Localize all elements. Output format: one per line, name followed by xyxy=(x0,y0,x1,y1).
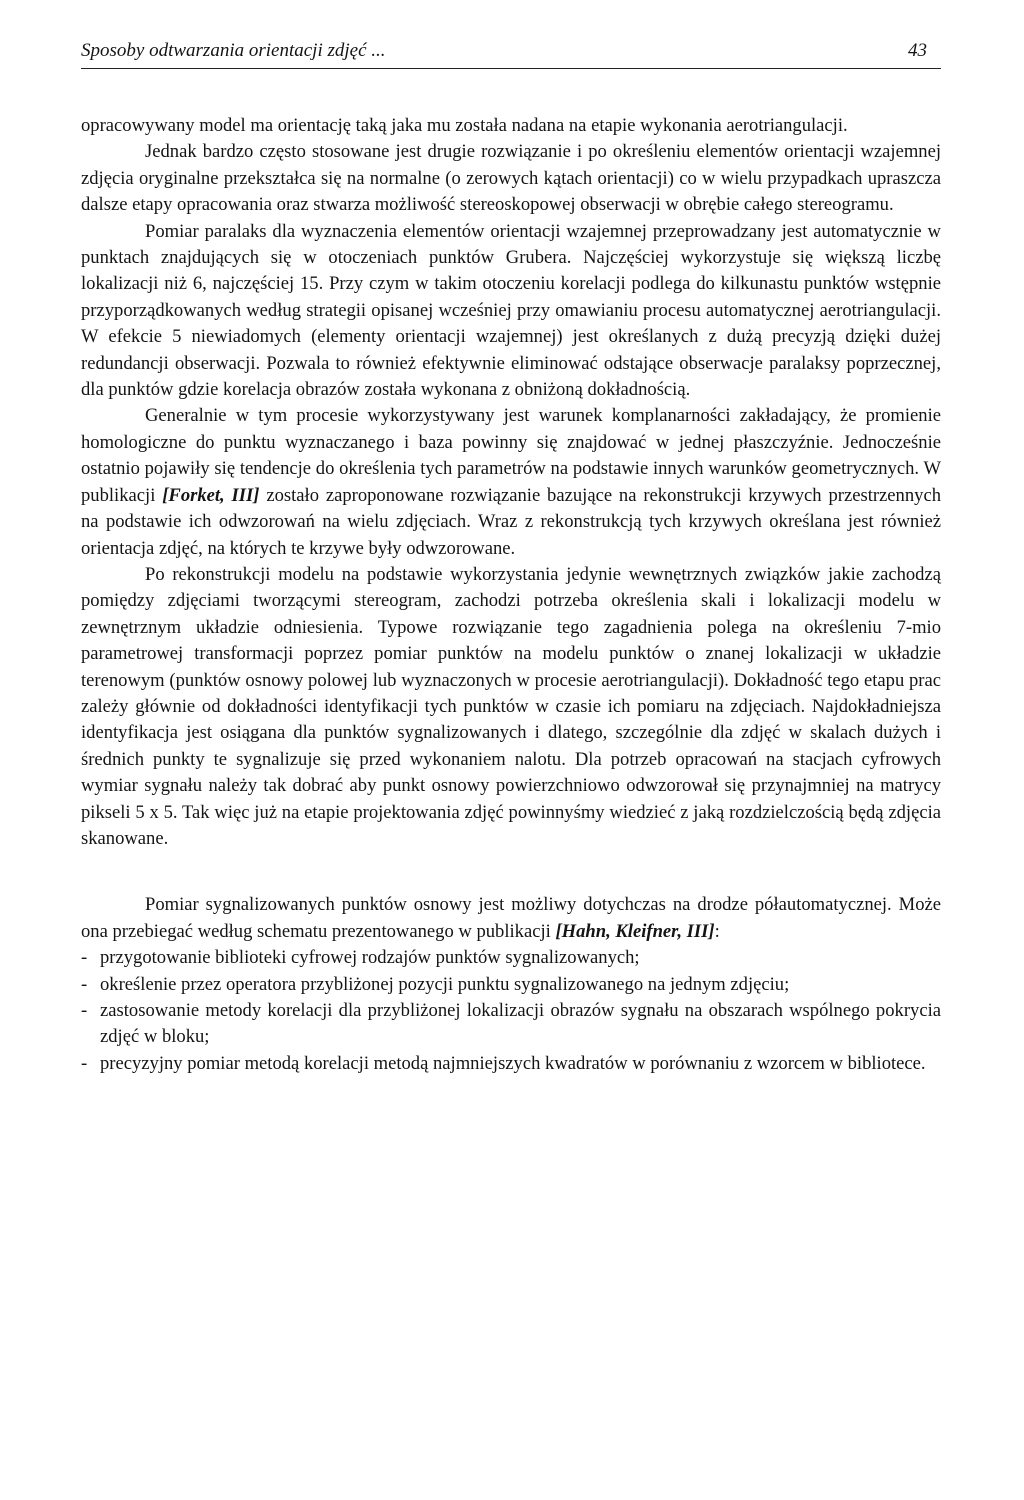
running-title: Sposoby odtwarzania orientacji zdjęć ... xyxy=(81,40,386,61)
paragraph-text: zostało zaproponowane rozwiązanie bazujące na rekonstrukcji krzywych przestrzennych na podstawie ich odwzorowań na wielu zdjęciach. Wraz z rekonstrukcją tych krzywych określana jest również orientacja zdjęć, na których te krzywe były odwzorowane. xyxy=(81,484,941,559)
citation-forket: [Forket, III] xyxy=(162,484,260,506)
document-page xyxy=(81,40,941,1077)
paragraph-spacer xyxy=(81,852,941,892)
list-item xyxy=(81,972,941,998)
paragraph-parallax-measurement: Pomiar paralaks dla wyznaczenia elementów orientacji wzajemnej przeprowadzany jest automatycznie w punktach znajdujących się w otoczeniach punktów Grubera. Najczęściej wykorzystuje się większą liczbę lokalizacji niż 6, najczęściej 15. Przy czym w takim otoczeniu korelacji podlega do kilkunastu punktów wstępnie przyporządkowanych według strategii opisanej wcześniej przy omawianiu procesu automatycznej aerotriangulacji. W efekcie 5 niewiadomych (elementy orientacji wzajemnej) jest określanych z dużą precyzją dzięki dużej redundancji obserwacji. Pozwala to również efektywnie eliminować odstające obserwacje paralaksy poprzecznej, dla punktów gdzie korelacja obrazów została wykonana z obniżoną dokładnością. xyxy=(81,220,941,401)
list-item xyxy=(81,1051,941,1077)
list-item xyxy=(81,945,941,971)
list-marker: - xyxy=(81,1052,88,1074)
body-text xyxy=(81,113,941,1077)
list-item xyxy=(81,998,941,1051)
paragraph-signalized-points xyxy=(81,892,941,945)
page-number: 43 xyxy=(908,40,927,61)
paragraph-text: : xyxy=(714,920,720,942)
list-item-text: przygotowanie biblioteki cyfrowej rodzajów punktów sygnalizowanych; xyxy=(100,947,640,969)
paragraph-model-reconstruction: Po rekonstrukcji modelu na podstawie wykorzystania jedynie wewnętrznych związków jakie zachodzą pomiędzy zdjęciami tworzącymi stereogram, zachodzi potrzeba określenia skali i lokalizacji modelu w zewnętrznym układzie odniesienia. Typowe rozwiązanie tego zagadnienia polega na określeniu 7-mio parametrowej transformacji poprzez pomiar punktów na modelu punktów o znanej lokalizacji w układzie terenowym (punktów osnowy polowej lub wyznaczonych w procesie aerotriangulacji). Dokładność tego etapu prac zależy głównie od dokładności identyfikacji tych punktów w czasie ich pomiaru na zdjęciach. Najdokładniejsza identyfikacja jest osiągana dla punktów sygnalizowanych i dlatego, szczególnie dla zdjęć w skalach dużych i średnich punkty te sygnalizuje się przed wykonaniem nalotu. Dla potrzeb opracowań na stacjach cyfrowych wymiar sygnału należy tak dobrać aby punkt osnowy powierzchniowo odwzorował się przynajmniej na matrycy pikseli 5 x 5. Tak więc już na etapie projektowania zdjęć powinnyśmy wiedzieć z jaką rozdzielczością będą zdjęcia skanowane. xyxy=(81,563,941,849)
running-header xyxy=(81,40,941,69)
citation-hahn-kleifner: [Hahn, Kleifner, III] xyxy=(555,920,715,942)
paragraph-second-solution: Jednak bardzo często stosowane jest drugie rozwiązanie i po określeniu elementów orientacji wzajemnej zdjęcia oryginalne przekształca się na normalne (o zerowych kątach orientacji) co w wielu przypadkach upraszcza dalsze etapy opracowania oraz stwarza możliwość stereoskopowej obserwacji w obrębie całego stereogramu. xyxy=(81,141,941,216)
paragraph-text: Pomiar sygnalizowanych punktów osnowy jest możliwy dotychczas na drodze półautomatycznej. Może ona przebiegać według schematu prezentowanego w publikacji xyxy=(81,894,941,942)
procedure-list xyxy=(81,945,941,1077)
paragraph-continuation: opracowywany model ma orientację taką jaka mu została nadana na etapie wykonania aerotriangulacji. xyxy=(81,115,848,136)
paragraph-text: Generalnie w tym procesie wykorzystywany jest warunek komplanarności zakładający, że promienie homologiczne do punktu wyznaczanego i baza powinny się znajdować w jednej płaszczyźnie. Jednocześnie ostatnio pojawiły się tendencje do określenia tych parametrów na podstawie innych warunków geometrycznych. W publikacji xyxy=(81,405,941,506)
list-item-text: określenie przez operatora przybliżonej pozycji punktu sygnalizowanego na jednym zdjęciu; xyxy=(100,973,790,995)
list-marker: - xyxy=(81,973,88,995)
list-marker: - xyxy=(81,947,88,969)
list-marker: - xyxy=(81,1000,88,1021)
list-item-text: precyzyjny pomiar metodą korelacji metodą najmniejszych kwadratów w porównaniu z wzorcem w bibliotece. xyxy=(100,1052,926,1074)
list-item-text: zastosowanie metody korelacji dla przybliżonej lokalizacji obrazów sygnału na obszarach wspólnego pokrycia zdjęć w bloku; xyxy=(100,1000,941,1048)
paragraph-coplanarity xyxy=(81,403,941,561)
